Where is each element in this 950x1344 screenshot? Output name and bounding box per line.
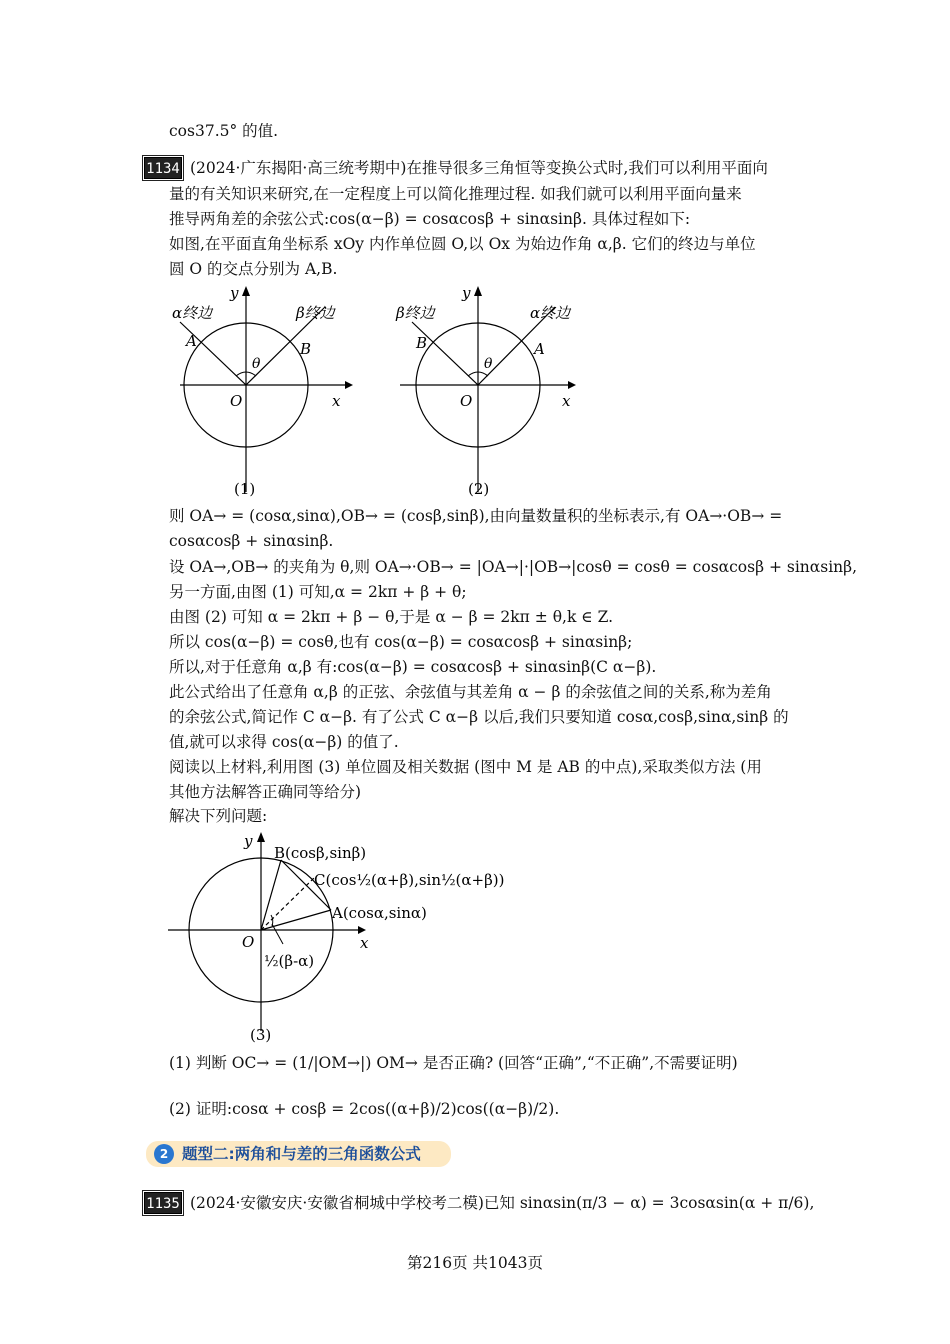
half-angle-label: ½(β-α) [264,952,315,970]
beta-terminal-label: β终边 [296,304,335,322]
alpha-terminal-label: α终边 [172,304,213,322]
point-b-label: B [300,340,312,358]
q1135-text: (2024·安徽安庆·安徽省桐城中学校考二模)已知 sinαsin(π/3 − α) = 3cosαsin(α + π/6), [190,1194,815,1212]
figure-caption: (1) [234,480,256,498]
body-line-7: 此公式给出了任意角 α,β 的正弦、余弦值与其差角 α − β 的余弦值之间的关系,称为差角 [169,683,772,701]
section-header [146,1141,451,1167]
part-2: (2) 证明:cosα + cosβ = 2cos((α+β)/2)cos((α−β)/2). [169,1100,560,1118]
x-axis-label: x [360,934,369,952]
top-line: cos37.5° 的值. [169,122,279,140]
point-b-label: B(cosβ,sinβ) [274,844,367,862]
point-b-label: B [416,334,428,352]
y-axis-label: y [230,284,239,302]
figure-1 [170,282,360,502]
body-line-10: 阅读以上材料,利用图 (3) 单位圆及相关数据 (图中 M 是 AB 的中点),采取类似方法 (用 [169,758,762,776]
body-line-8: 的余弦公式,简记作 C α−β. 有了公式 C α−β 以后,我们只要知道 cosα,cosβ,sinα,sinβ 的 [169,708,789,726]
y-axis-label: y [244,832,253,850]
x-axis-label: x [332,392,341,410]
q1134-line-3: 如图,在平面直角坐标系 xOy 内作单位圆 O,以 Ox 为始边作角 α,β. 它们的终边与单位 [169,235,756,253]
figure-caption: (3) [250,1026,272,1044]
figure-caption: (2) [468,480,490,498]
point-a-label: A [534,340,545,358]
alpha-terminal-label: α终边 [530,304,571,322]
q1134-line-0: (2024·广东揭阳·高三统考期中)在推导很多三角恒等变换公式时,我们可以利用平面向 [190,159,768,177]
origin-label: O [242,933,255,951]
theta-label: θ [252,356,261,372]
question-number: 1135 [144,1192,182,1214]
figure-2 [390,282,590,502]
body-line-9: 值,就可以求得 cos(α−β) 的值了. [169,733,399,751]
section-badge: 2 [154,1144,174,1164]
figure-3 [168,826,508,1046]
point-c-label: C(cos½(α+β),sin½(α+β)) [314,871,505,889]
body-line-12: 解决下列问题: [169,807,268,825]
point-a-label: A [186,332,197,350]
body-line-5: 所以 cos(α−β) = cosθ,也有 cos(α−β) = cosαcosβ + sinαsinβ; [169,633,633,651]
x-axis-label: x [562,392,571,410]
q1134-line-1: 量的有关知识来研究,在一定程度上可以简化推理过程. 如我们就可以利用平面向量来 [169,185,742,203]
point-a-label: A(cosα,sinα) [332,904,427,922]
part-1: (1) 判断 OC→ = (1/|OM→|) OM→ 是否正确? (回答“正确”,“不正确”,不需要证明) [169,1054,738,1072]
body-line-4: 由图 (2) 可知 α = 2kπ + β − θ,于是 α − β = 2kπ ± θ,k ∈ Z. [169,608,614,626]
body-line-2: 设 OA→,OB→ 的夹角为 θ,则 OA→·OB→ = |OA→|·|OB→|cosθ = cosθ = cosαcosβ + sinαsinβ, [169,558,858,576]
body-line-0: 则 OA→ = (cosα,sinα),OB→ = (cosβ,sinβ),由向量数量积的坐标表示,有 OA→·OB→ = [169,507,783,525]
question-number: 1134 [144,157,182,179]
body-line-6: 所以,对于任意角 α,β 有:cos(α−β) = cosαcosβ + sinαsinβ(C α−β). [169,658,657,676]
q1134-line-2: 推导两角差的余弦公式:cos(α−β) = cosαcosβ + sinαsinβ. 具体过程如下: [169,210,691,228]
body-line-11: 其他方法解答正确同等给分) [169,783,362,801]
q1134-line-4: 圆 O 的交点分别为 A,B. [169,260,338,278]
theta-label: θ [484,356,493,372]
body-line-3: 另一方面,由图 (1) 可知,α = 2kπ + β + θ; [169,583,467,601]
page-footer: 第216页 共1043页 [407,1254,543,1272]
origin-label: O [230,392,243,410]
origin-label: O [460,392,473,410]
y-axis-label: y [462,284,471,302]
body-line-1: cosαcosβ + sinαsinβ. [169,532,334,550]
beta-terminal-label: β终边 [396,304,435,322]
section-title: 题型二:两角和与差的三角函数公式 [182,1145,421,1163]
